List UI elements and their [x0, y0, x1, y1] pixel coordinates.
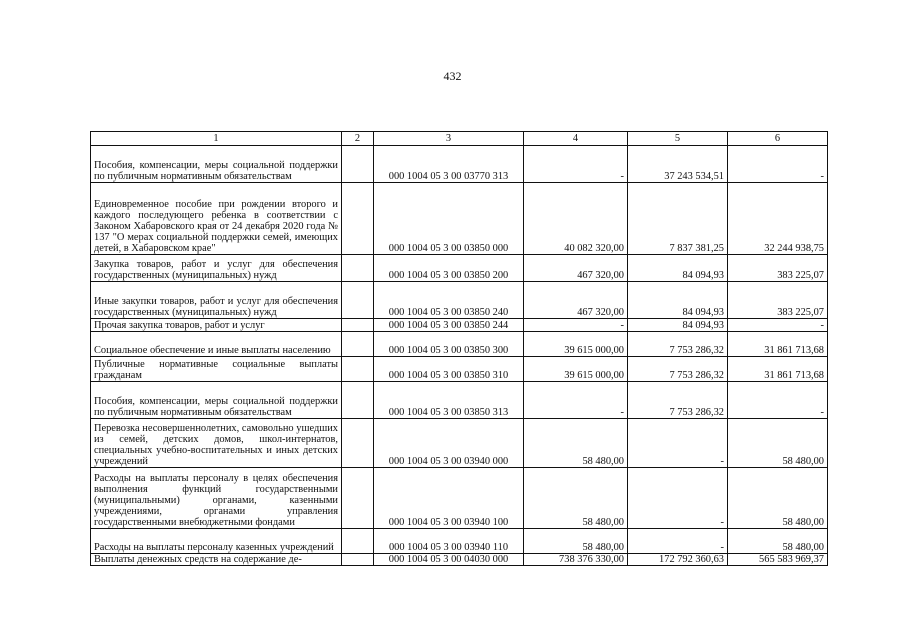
table-row: [91, 554, 828, 566]
row-col2-cell: [342, 282, 374, 319]
budget-table: [90, 131, 828, 566]
row-col4-cell: 58 480,00: [524, 468, 628, 529]
table-row: [91, 282, 828, 319]
row-col6-cell: 565 583 969,37: [728, 554, 828, 566]
row-code-cell: 000 1004 05 3 00 03940 110: [374, 529, 524, 554]
row-col6-cell: 31 861 713,68: [728, 357, 828, 382]
row-col2-cell: [342, 468, 374, 529]
row-col4-cell: 738 376 330,00: [524, 554, 628, 566]
row-col6-cell: -: [728, 382, 828, 419]
row-col5-cell: 84 094,93: [628, 319, 728, 332]
row-col2-cell: [342, 382, 374, 419]
row-col2-cell: [342, 183, 374, 255]
column-header: 1: [91, 132, 342, 146]
row-col5-cell: 172 792 360,63: [628, 554, 728, 566]
row-name-cell: Расходы на выплаты персоналу казенных учреждений: [91, 529, 342, 554]
row-name-cell: Закупка товаров, работ и услуг для обеспечения государственных (муниципальных) нужд: [91, 255, 342, 282]
table-row: [91, 146, 828, 183]
row-col4-cell: 39 615 000,00: [524, 332, 628, 357]
row-col2-cell: [342, 146, 374, 183]
row-col2-cell: [342, 319, 374, 332]
row-col6-cell: 32 244 938,75: [728, 183, 828, 255]
row-col5-cell: -: [628, 419, 728, 468]
row-col4-cell: 58 480,00: [524, 419, 628, 468]
row-col5-cell: 7 753 286,32: [628, 332, 728, 357]
table-row: [91, 183, 828, 255]
table-row: [91, 255, 828, 282]
row-col2-cell: [342, 419, 374, 468]
row-code-cell: 000 1004 05 3 00 03770 313: [374, 146, 524, 183]
row-name-cell: Расходы на выплаты персоналу в целях обеспечения выполнения функций государственными (муниципальными) органами, казенными учреждениями, органами управления государственными внебюджетными фондами: [91, 468, 342, 529]
column-header: 6: [728, 132, 828, 146]
row-col6-cell: 383 225,07: [728, 255, 828, 282]
row-name-cell: Иные закупки товаров, работ и услуг для обеспечения государственных (муниципальных) нужд: [91, 282, 342, 319]
row-col4-cell: 39 615 000,00: [524, 357, 628, 382]
row-name-cell: Публичные нормативные социальные выплаты гражданам: [91, 357, 342, 382]
row-name-cell: Прочая закупка товаров, работ и услуг: [91, 319, 342, 332]
row-name-cell: Пособия, компенсации, меры социальной поддержки по публичным нормативным обязательствам: [91, 146, 342, 183]
row-code-cell: 000 1004 05 3 00 03850 300: [374, 332, 524, 357]
row-code-cell: 000 1004 05 3 00 03850 240: [374, 282, 524, 319]
row-name-cell: Единовременное пособие при рождении второго и каждого последующего ребенка в соответствии с Законом Хабаровского края от 24 декабря 2020 года № 137 "О мерах социальной поддержки семей, имеющих детей, в Хабаровском крае": [91, 183, 342, 255]
row-code-cell: 000 1004 05 3 00 03940 000: [374, 419, 524, 468]
row-col5-cell: 84 094,93: [628, 282, 728, 319]
row-col5-cell: 84 094,93: [628, 255, 728, 282]
row-col2-cell: [342, 554, 374, 566]
row-col2-cell: [342, 529, 374, 554]
row-col4-cell: 467 320,00: [524, 255, 628, 282]
row-code-cell: 000 1004 05 3 00 03850 313: [374, 382, 524, 419]
column-header: 5: [628, 132, 728, 146]
table-row: [91, 382, 828, 419]
row-col6-cell: 383 225,07: [728, 282, 828, 319]
row-code-cell: 000 1004 05 3 00 03940 100: [374, 468, 524, 529]
row-col5-cell: 7 753 286,32: [628, 382, 728, 419]
row-col2-cell: [342, 255, 374, 282]
row-name-cell: Социальное обеспечение и иные выплаты населению: [91, 332, 342, 357]
table-row: [91, 468, 828, 529]
row-col6-cell: 58 480,00: [728, 419, 828, 468]
row-col4-cell: -: [524, 382, 628, 419]
row-col6-cell: 31 861 713,68: [728, 332, 828, 357]
row-col5-cell: 37 243 534,51: [628, 146, 728, 183]
row-col6-cell: 58 480,00: [728, 529, 828, 554]
row-col5-cell: -: [628, 468, 728, 529]
page-number: 432: [443, 69, 462, 83]
row-col2-cell: [342, 357, 374, 382]
header-row: [91, 132, 828, 146]
row-code-cell: 000 1004 05 3 00 04030 000: [374, 554, 524, 566]
row-col5-cell: 7 753 286,32: [628, 357, 728, 382]
table-row: [91, 319, 828, 332]
row-col4-cell: 40 082 320,00: [524, 183, 628, 255]
row-col4-cell: 467 320,00: [524, 282, 628, 319]
row-col6-cell: 58 480,00: [728, 468, 828, 529]
row-col5-cell: 7 837 381,25: [628, 183, 728, 255]
table-row: [91, 419, 828, 468]
column-header: 2: [342, 132, 374, 146]
row-col4-cell: 58 480,00: [524, 529, 628, 554]
row-col4-cell: -: [524, 319, 628, 332]
table-row: [91, 357, 828, 382]
row-name-cell: Выплаты денежных средств на содержание де-: [91, 554, 342, 566]
row-name-cell: Пособия, компенсации, меры социальной поддержки по публичным нормативным обязательствам: [91, 382, 342, 419]
row-col6-cell: -: [728, 146, 828, 183]
row-name-cell: Перевозка несовершеннолетних, самовольно ушедших из семей, детских домов, школ-интернатов, специальных учебно-воспитательных и иных детских учреждений: [91, 419, 342, 468]
row-col4-cell: -: [524, 146, 628, 183]
row-col6-cell: -: [728, 319, 828, 332]
column-header: 3: [374, 132, 524, 146]
table-row: [91, 332, 828, 357]
column-header: 4: [524, 132, 628, 146]
table-row: [91, 529, 828, 554]
row-code-cell: 000 1004 05 3 00 03850 310: [374, 357, 524, 382]
row-code-cell: 000 1004 05 3 00 03850 000: [374, 183, 524, 255]
row-col2-cell: [342, 332, 374, 357]
row-col5-cell: -: [628, 529, 728, 554]
row-code-cell: 000 1004 05 3 00 03850 244: [374, 319, 524, 332]
row-code-cell: 000 1004 05 3 00 03850 200: [374, 255, 524, 282]
